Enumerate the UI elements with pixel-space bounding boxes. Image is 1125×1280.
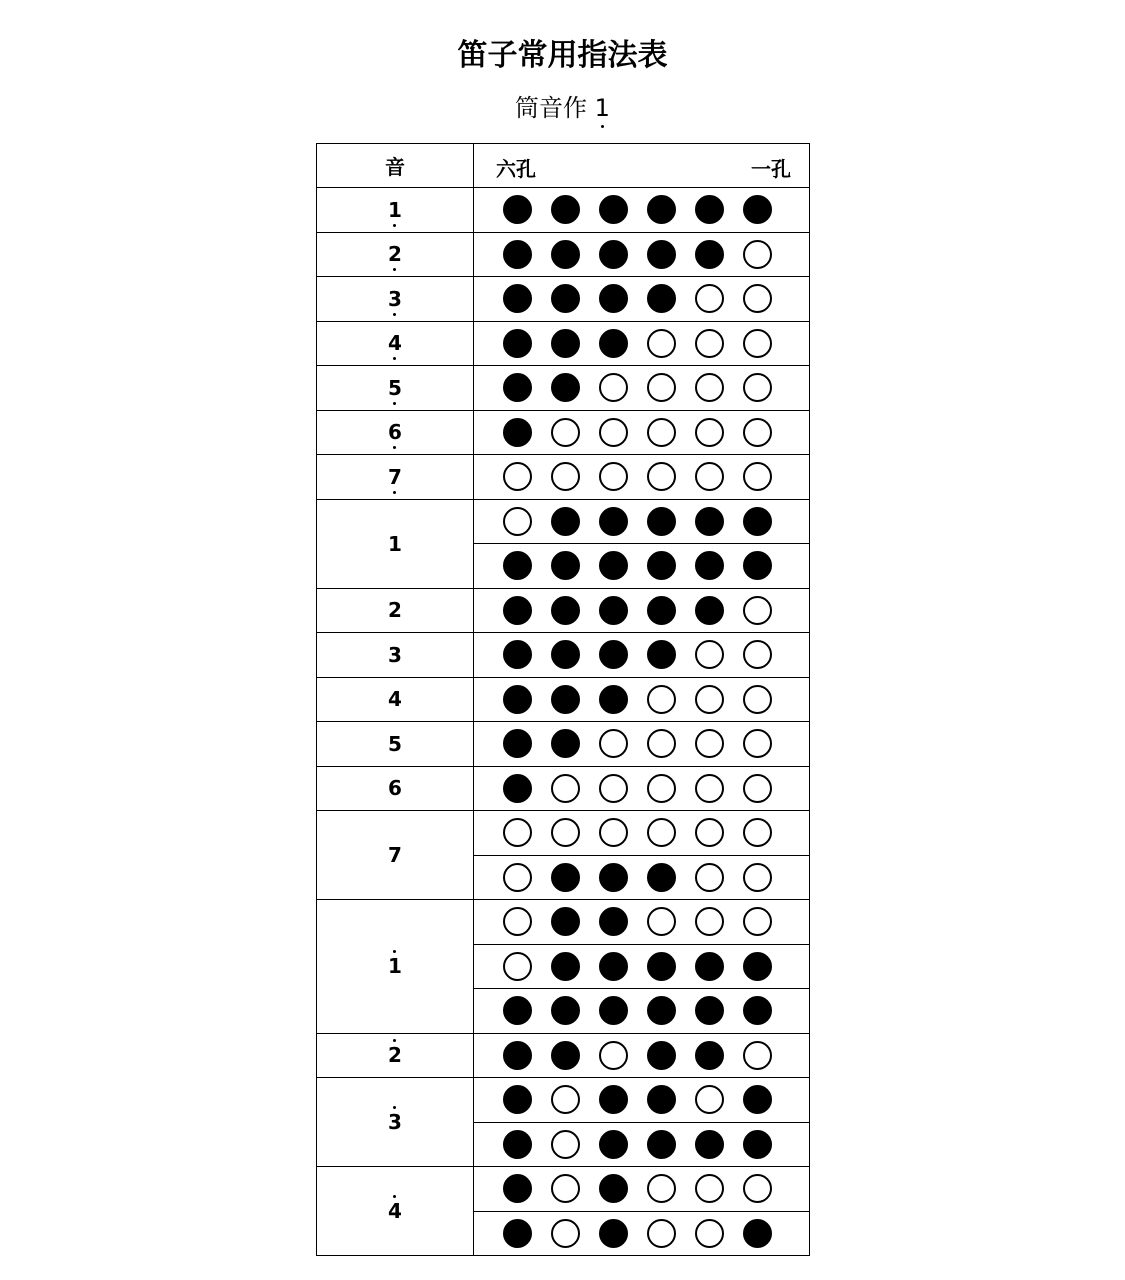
note-label: 1 — [388, 197, 402, 222]
open-hole-icon — [695, 685, 724, 714]
fingering-holes — [474, 411, 809, 455]
fingering-holes — [474, 900, 809, 944]
closed-hole-icon — [599, 685, 628, 714]
closed-hole-icon — [551, 863, 580, 892]
closed-hole-icon — [503, 596, 532, 625]
fingering-holes — [474, 500, 809, 544]
closed-hole-icon — [503, 240, 532, 269]
table-row — [317, 321, 810, 366]
closed-hole-icon — [503, 195, 532, 224]
closed-hole-icon — [647, 996, 676, 1025]
table-row — [317, 455, 810, 500]
closed-hole-icon — [503, 551, 532, 580]
closed-hole-icon — [647, 551, 676, 580]
subtitle-note: 1 — [594, 94, 610, 122]
note-cell — [317, 188, 474, 233]
note-cell — [317, 633, 474, 678]
header-holes — [474, 144, 810, 188]
fingering-holes — [474, 945, 809, 989]
open-hole-icon — [599, 774, 628, 803]
note-cell — [317, 366, 474, 411]
fingering-holes — [474, 366, 809, 410]
open-hole-icon — [743, 373, 772, 402]
header-hole-one: 一孔 — [751, 157, 791, 181]
fingering-holes — [474, 322, 809, 366]
fingering-cell — [474, 188, 810, 233]
open-hole-icon — [695, 774, 724, 803]
open-hole-icon — [599, 418, 628, 447]
note-label: 1 — [388, 954, 402, 979]
closed-hole-icon — [647, 863, 676, 892]
closed-hole-icon — [695, 952, 724, 981]
note-label: 4 — [388, 331, 402, 356]
fingering-holes — [474, 722, 809, 766]
closed-hole-icon — [599, 195, 628, 224]
fingering-cell — [474, 588, 810, 633]
closed-hole-icon — [647, 240, 676, 269]
open-hole-icon — [695, 729, 724, 758]
note-cell — [317, 232, 474, 277]
fingering-cell — [474, 811, 810, 856]
closed-hole-icon — [599, 640, 628, 669]
closed-hole-icon — [503, 996, 532, 1025]
open-hole-icon — [599, 1041, 628, 1070]
open-hole-icon — [551, 1219, 580, 1248]
closed-hole-icon — [647, 1085, 676, 1114]
note-cell — [317, 1078, 474, 1167]
closed-hole-icon — [503, 1130, 532, 1159]
fingering-cell — [474, 855, 810, 900]
note-cell — [317, 811, 474, 900]
fingering-cell — [474, 1211, 810, 1256]
closed-hole-icon — [599, 907, 628, 936]
fingering-holes — [474, 989, 809, 1033]
closed-hole-icon — [599, 1174, 628, 1203]
table-body — [317, 188, 810, 1256]
fingering-holes — [474, 1034, 809, 1078]
closed-hole-icon — [695, 507, 724, 536]
closed-hole-icon — [743, 507, 772, 536]
fingering-cell — [474, 544, 810, 589]
fingering-cell — [474, 1122, 810, 1167]
open-hole-icon — [503, 863, 532, 892]
closed-hole-icon — [599, 1130, 628, 1159]
fingering-holes — [474, 233, 809, 277]
open-hole-icon — [503, 952, 532, 981]
open-hole-icon — [503, 507, 532, 536]
closed-hole-icon — [551, 240, 580, 269]
note-label: 5 — [388, 375, 402, 400]
closed-hole-icon — [503, 640, 532, 669]
closed-hole-icon — [551, 907, 580, 936]
table-row — [317, 366, 810, 411]
closed-hole-icon — [647, 1130, 676, 1159]
note-label: 2 — [388, 1043, 402, 1068]
closed-hole-icon — [551, 329, 580, 358]
closed-hole-icon — [599, 240, 628, 269]
closed-hole-icon — [647, 195, 676, 224]
fingering-holes — [474, 277, 809, 321]
closed-hole-icon — [695, 596, 724, 625]
fingering-holes — [474, 811, 809, 855]
closed-hole-icon — [503, 1085, 532, 1114]
open-hole-icon — [695, 1219, 724, 1248]
open-hole-icon — [599, 373, 628, 402]
open-hole-icon — [647, 373, 676, 402]
closed-hole-icon — [743, 551, 772, 580]
open-hole-icon — [695, 373, 724, 402]
closed-hole-icon — [647, 640, 676, 669]
closed-hole-icon — [743, 952, 772, 981]
open-hole-icon — [695, 907, 724, 936]
fingering-cell — [474, 499, 810, 544]
header-hole-six: 六孔 — [496, 157, 536, 181]
closed-hole-icon — [599, 952, 628, 981]
header-note: 音 — [317, 144, 474, 188]
closed-hole-icon — [503, 1174, 532, 1203]
open-hole-icon — [743, 596, 772, 625]
closed-hole-icon — [647, 1041, 676, 1070]
page-title: 笛子常用指法表 — [457, 38, 668, 73]
fingering-cell — [474, 366, 810, 411]
closed-hole-icon — [599, 329, 628, 358]
fingering-cell — [474, 989, 810, 1034]
table-row — [317, 232, 810, 277]
closed-hole-icon — [743, 195, 772, 224]
table-row — [317, 188, 810, 233]
closed-hole-icon — [599, 284, 628, 313]
closed-hole-icon — [503, 1219, 532, 1248]
fingering-holes — [474, 678, 809, 722]
fingering-holes — [474, 544, 809, 588]
open-hole-icon — [743, 774, 772, 803]
fingering-holes — [474, 1123, 809, 1167]
closed-hole-icon — [503, 1041, 532, 1070]
note-cell — [317, 499, 474, 588]
open-hole-icon — [647, 418, 676, 447]
closed-hole-icon — [551, 640, 580, 669]
fingering-cell — [474, 410, 810, 455]
closed-hole-icon — [551, 551, 580, 580]
closed-hole-icon — [743, 1085, 772, 1114]
note-label: 4 — [388, 687, 402, 712]
table-row — [317, 766, 810, 811]
open-hole-icon — [695, 418, 724, 447]
open-hole-icon — [743, 1041, 772, 1070]
fingering-cell — [474, 722, 810, 767]
closed-hole-icon — [599, 551, 628, 580]
closed-hole-icon — [503, 774, 532, 803]
note-cell — [317, 321, 474, 366]
open-hole-icon — [743, 907, 772, 936]
note-label: 3 — [388, 1110, 402, 1134]
note-cell — [317, 455, 474, 500]
note-cell — [317, 900, 474, 1034]
open-hole-icon — [647, 1174, 676, 1203]
closed-hole-icon — [599, 1085, 628, 1114]
open-hole-icon — [743, 329, 772, 358]
open-hole-icon — [551, 418, 580, 447]
open-hole-icon — [599, 462, 628, 491]
closed-hole-icon — [695, 1130, 724, 1159]
page-subtitle — [0, 88, 1125, 123]
closed-hole-icon — [551, 1041, 580, 1070]
closed-hole-icon — [695, 195, 724, 224]
fingering-cell — [474, 455, 810, 500]
table-row — [317, 410, 810, 455]
closed-hole-icon — [599, 1219, 628, 1248]
fingering-holes — [474, 1212, 809, 1256]
fingering-cell — [474, 321, 810, 366]
table-row — [317, 1033, 810, 1078]
fingering-holes — [474, 188, 809, 232]
closed-hole-icon — [551, 996, 580, 1025]
open-hole-icon — [743, 462, 772, 491]
open-hole-icon — [599, 818, 628, 847]
open-hole-icon — [503, 462, 532, 491]
table-row — [317, 677, 810, 722]
open-hole-icon — [743, 640, 772, 669]
note-label: 7 — [388, 843, 402, 867]
closed-hole-icon — [503, 373, 532, 402]
note-label: 5 — [388, 731, 402, 756]
open-hole-icon — [743, 685, 772, 714]
note-cell — [317, 766, 474, 811]
closed-hole-icon — [551, 507, 580, 536]
closed-hole-icon — [695, 1041, 724, 1070]
open-hole-icon — [695, 863, 724, 892]
table-row — [317, 900, 810, 945]
closed-hole-icon — [503, 284, 532, 313]
note-label: 2 — [388, 598, 402, 623]
closed-hole-icon — [599, 596, 628, 625]
closed-hole-icon — [647, 952, 676, 981]
open-hole-icon — [551, 1085, 580, 1114]
open-hole-icon — [695, 640, 724, 669]
note-label: 3 — [388, 286, 402, 311]
closed-hole-icon — [551, 729, 580, 758]
open-hole-icon — [599, 729, 628, 758]
closed-hole-icon — [503, 329, 532, 358]
closed-hole-icon — [695, 240, 724, 269]
note-cell — [317, 410, 474, 455]
open-hole-icon — [695, 818, 724, 847]
open-hole-icon — [551, 1174, 580, 1203]
open-hole-icon — [695, 1174, 724, 1203]
fingering-cell — [474, 277, 810, 322]
closed-hole-icon — [551, 284, 580, 313]
fingering-cell — [474, 944, 810, 989]
open-hole-icon — [503, 907, 532, 936]
open-hole-icon — [647, 329, 676, 358]
closed-hole-icon — [695, 996, 724, 1025]
open-hole-icon — [647, 774, 676, 803]
fingering-holes — [474, 856, 809, 900]
open-hole-icon — [743, 863, 772, 892]
note-cell — [317, 1167, 474, 1256]
table-row — [317, 722, 810, 767]
fingering-holes — [474, 1167, 809, 1211]
note-cell — [317, 588, 474, 633]
open-hole-icon — [551, 462, 580, 491]
note-label: 2 — [388, 242, 402, 267]
open-hole-icon — [695, 284, 724, 313]
table-row — [317, 811, 810, 856]
fingering-cell — [474, 900, 810, 945]
fingering-holes — [474, 767, 809, 811]
note-cell — [317, 677, 474, 722]
open-hole-icon — [743, 818, 772, 847]
table-row — [317, 633, 810, 678]
fingering-cell — [474, 232, 810, 277]
note-label: 6 — [388, 420, 402, 445]
open-hole-icon — [695, 329, 724, 358]
open-hole-icon — [647, 818, 676, 847]
closed-hole-icon — [503, 729, 532, 758]
fingering-holes — [474, 455, 809, 499]
closed-hole-icon — [695, 551, 724, 580]
open-hole-icon — [647, 907, 676, 936]
closed-hole-icon — [551, 195, 580, 224]
closed-hole-icon — [551, 596, 580, 625]
closed-hole-icon — [647, 284, 676, 313]
fingering-holes — [474, 1078, 809, 1122]
open-hole-icon — [551, 774, 580, 803]
fingering-cell — [474, 1033, 810, 1078]
fingering-cell — [474, 766, 810, 811]
fingering-cell — [474, 633, 810, 678]
note-label: 1 — [388, 531, 402, 556]
table-row — [317, 277, 810, 322]
open-hole-icon — [503, 818, 532, 847]
closed-hole-icon — [647, 596, 676, 625]
closed-hole-icon — [743, 996, 772, 1025]
fingering-cell — [474, 677, 810, 722]
closed-hole-icon — [599, 863, 628, 892]
open-hole-icon — [743, 418, 772, 447]
open-hole-icon — [647, 729, 676, 758]
open-hole-icon — [743, 1174, 772, 1203]
open-hole-icon — [695, 1085, 724, 1114]
note-cell — [317, 1033, 474, 1078]
open-hole-icon — [551, 818, 580, 847]
open-hole-icon — [695, 462, 724, 491]
note-label: 4 — [388, 1199, 402, 1223]
open-hole-icon — [647, 462, 676, 491]
note-cell — [317, 277, 474, 322]
open-hole-icon — [551, 1130, 580, 1159]
open-hole-icon — [743, 284, 772, 313]
closed-hole-icon — [743, 1130, 772, 1159]
subtitle-prefix: 筒音作 — [515, 94, 595, 122]
note-label: 3 — [388, 642, 402, 667]
table-header-row — [317, 144, 810, 188]
closed-hole-icon — [599, 507, 628, 536]
fingering-holes — [474, 633, 809, 677]
open-hole-icon — [743, 240, 772, 269]
closed-hole-icon — [503, 418, 532, 447]
closed-hole-icon — [599, 996, 628, 1025]
open-hole-icon — [743, 729, 772, 758]
table-row — [317, 1167, 810, 1212]
closed-hole-icon — [503, 685, 532, 714]
table-row — [317, 499, 810, 544]
open-hole-icon — [647, 1219, 676, 1248]
fingering-cell — [474, 1167, 810, 1212]
note-cell — [317, 722, 474, 767]
closed-hole-icon — [551, 685, 580, 714]
table-row — [317, 1078, 810, 1123]
fingering-cell — [474, 1078, 810, 1123]
fingering-table — [316, 143, 810, 1256]
closed-hole-icon — [647, 507, 676, 536]
table-row — [317, 588, 810, 633]
note-label: 6 — [388, 776, 402, 801]
closed-hole-icon — [551, 952, 580, 981]
closed-hole-icon — [743, 1219, 772, 1248]
note-label: 7 — [388, 464, 402, 489]
fingering-holes — [474, 589, 809, 633]
closed-hole-icon — [551, 373, 580, 402]
open-hole-icon — [647, 685, 676, 714]
